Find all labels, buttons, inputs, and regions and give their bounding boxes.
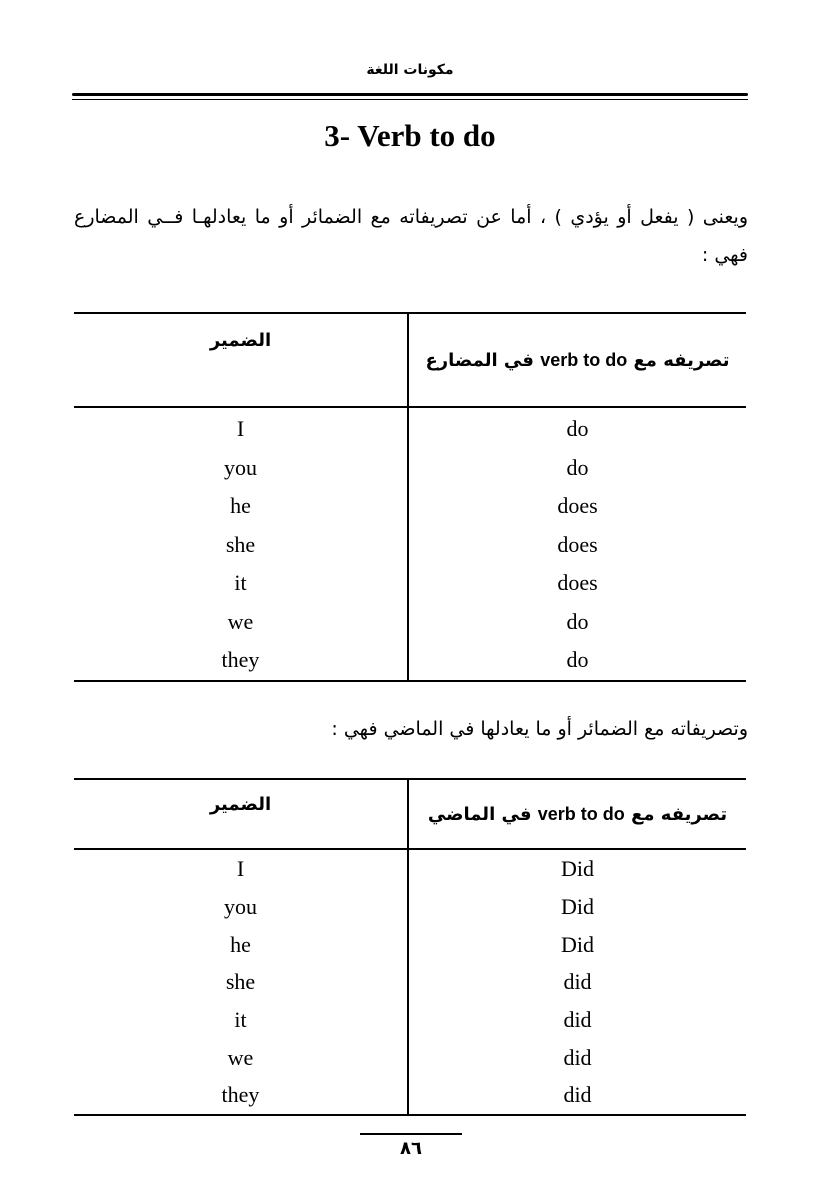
- pronoun-cell: you: [224, 894, 257, 920]
- verb-form-cell: did: [408, 1076, 746, 1115]
- verb-form-cell: does: [408, 564, 746, 603]
- footer-rule: [360, 1133, 462, 1135]
- pronoun-cell: you: [224, 454, 257, 480]
- pronoun-cell: we: [227, 1044, 254, 1070]
- page-number: ٨٦: [400, 1138, 422, 1159]
- table-header-row: [74, 313, 746, 407]
- past-conjugation-table: [74, 778, 746, 1116]
- table-header-row: [74, 779, 746, 849]
- table-row: [74, 641, 746, 681]
- verb-form-cell: did: [408, 963, 746, 1001]
- pronoun-column-header: الضمير: [74, 779, 408, 849]
- verb-form-cell: do: [408, 641, 746, 681]
- pronoun-cell: he: [230, 493, 251, 519]
- header-verb: verb to do: [537, 803, 625, 824]
- header-suffix: في الماضي: [427, 803, 532, 825]
- pronoun-cell: it: [234, 1007, 247, 1033]
- table-row: [74, 526, 746, 565]
- pronoun-cell: I: [236, 416, 245, 442]
- header-prefix: تصريفه مع: [633, 349, 730, 371]
- header-rule-thick: [72, 93, 748, 96]
- conjugation-column-header: [408, 779, 746, 849]
- verb-form-cell: do: [408, 449, 746, 488]
- verb-form-cell: Did: [408, 849, 746, 888]
- pronoun-column-header: الضمير: [74, 313, 408, 407]
- header-rule-thin: [72, 99, 748, 100]
- table-row: [74, 1076, 746, 1115]
- verb-form-cell: Did: [408, 925, 746, 963]
- conjugation-column-header: [408, 313, 746, 407]
- pronoun-cell: they: [74, 641, 408, 681]
- table-row: [74, 1038, 746, 1076]
- table-row: [74, 1001, 746, 1039]
- running-header: مكونات اللغة: [366, 62, 454, 78]
- verb-form-cell: did: [408, 1001, 746, 1039]
- section-title: 3- Verb to do: [324, 118, 496, 153]
- intro-paragraph: ويعنى ( يفعل أو يؤدي ) ، أما عن تصريفاته مع الضمائر أو ما يعادلهـا فــي المضارع فهي :: [74, 206, 748, 266]
- pronoun-cell: she: [225, 531, 256, 557]
- pronoun-cell: he: [230, 931, 251, 957]
- pronoun-cell: I: [236, 856, 245, 882]
- verb-form-cell: do: [408, 407, 746, 449]
- pronoun-cell: she: [225, 969, 256, 995]
- table-row: [74, 487, 746, 526]
- table-row: [74, 564, 746, 603]
- table-row: [74, 449, 746, 488]
- verb-form-cell: Did: [408, 888, 746, 926]
- header-prefix: تصريفه مع: [631, 803, 728, 825]
- pronoun-cell: they: [74, 1076, 408, 1115]
- header-suffix: في المضارع: [425, 349, 534, 371]
- pronoun-cell: we: [227, 608, 254, 634]
- table-row: [74, 925, 746, 963]
- table-row: [74, 603, 746, 642]
- verb-form-cell: does: [408, 487, 746, 526]
- table-row: [74, 963, 746, 1001]
- table-row: [74, 849, 746, 888]
- table-row: [74, 888, 746, 926]
- verb-form-cell: did: [408, 1038, 746, 1076]
- present-conjugation-table: [74, 312, 746, 682]
- past-intro-paragraph: وتصريفاته مع الضمائر أو ما يعادلها في الماضي فهي :: [331, 718, 748, 740]
- verb-form-cell: do: [408, 603, 746, 642]
- table-row: [74, 407, 746, 449]
- header-verb: verb to do: [540, 349, 628, 370]
- pronoun-cell: it: [234, 570, 247, 596]
- verb-form-cell: does: [408, 526, 746, 565]
